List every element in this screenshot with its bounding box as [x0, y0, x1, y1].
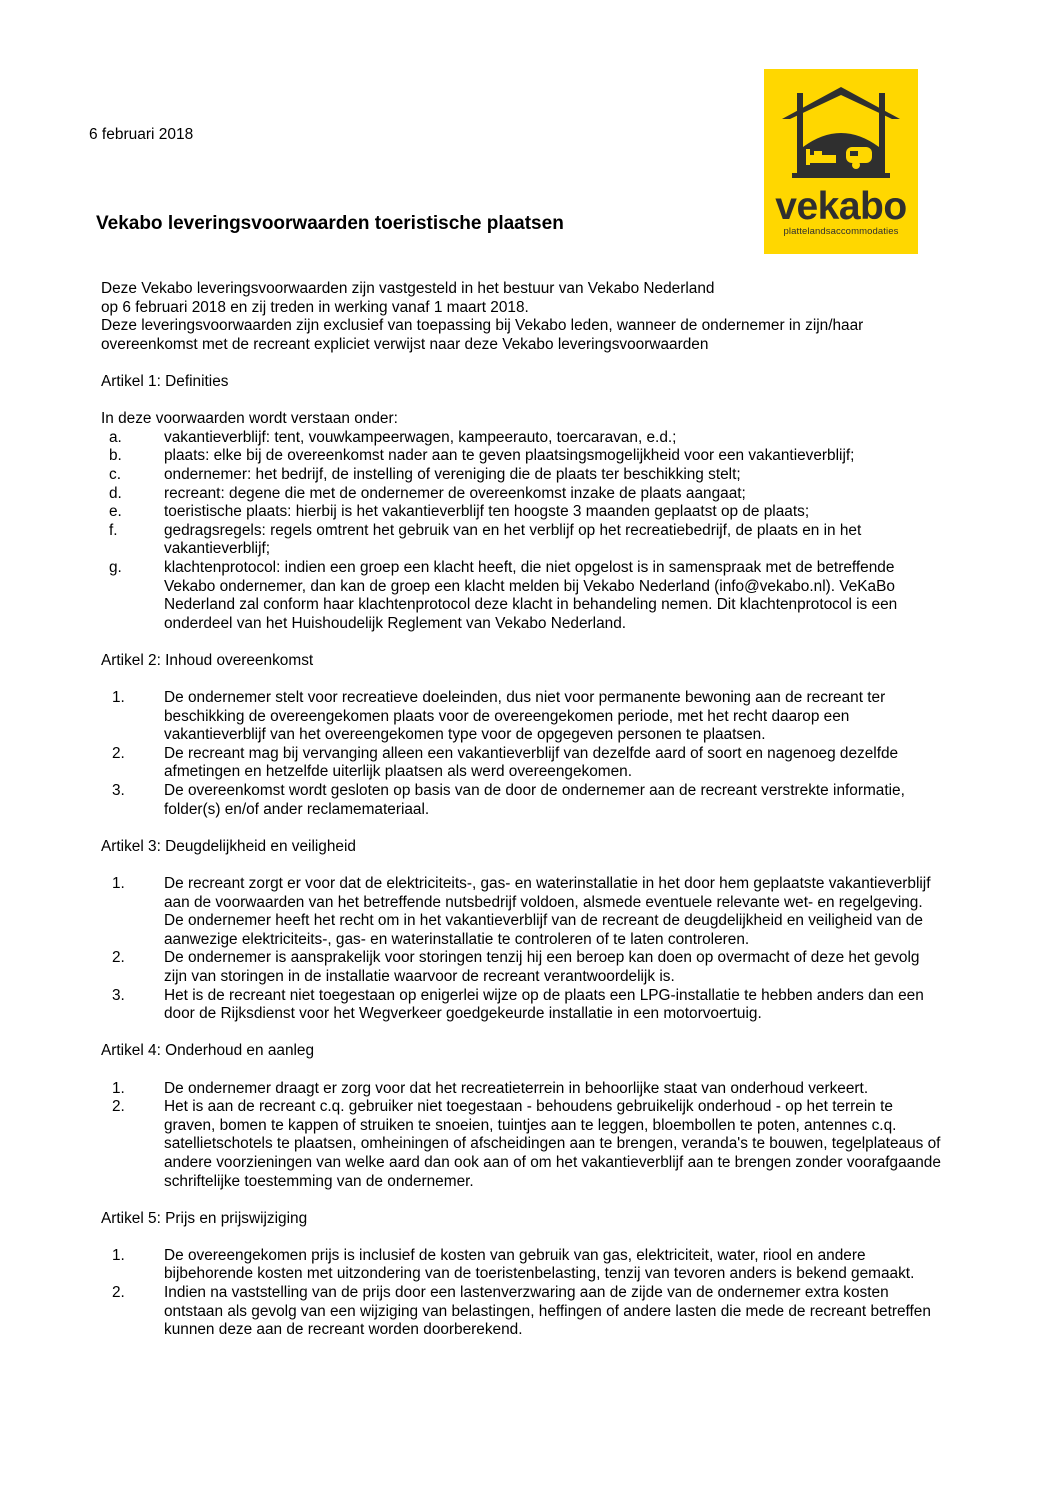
list-item: [101, 429, 941, 448]
list-text: recreant: degene die met de ondernemer de overeenkomst inzake de plaats aangaat;: [164, 484, 746, 502]
list-marker: 1.: [112, 1079, 125, 1097]
list-text: De recreant zorgt er voor dat de elektriciteits-, gas- en waterinstallatie in het door hem geplaatste vakantieverblijf aan de voorwaarden van het betreffende nutsbedrijf voldoen, alsmede eventuele relevante wet- en regelgeving. De ondernemer heeft het recht om in het vakantieverblijf van de recreant de deugdelijkheid en veiligheid van de aanwezige elektriciteits-, gas- en waterinstallatie te controleren of te laten controleren.: [164, 875, 931, 948]
article-4-list: [101, 1080, 941, 1192]
list-text: Het is aan de recreant c.q. gebruiker niet toegestaan - behoudens gebruikelijk onderhoud - op het terrein te graven, bomen te kappen of struiken te snoeien, tuintjes aan te leggen, bloembollen te poten, antennes c.q. satellietschotels te plaatsen, omheiningen of afscheidingen aan te brengen, veranda's te bouwen, tegelplateaus of andere voorzieningen van welke aard dan ook aan of om het vakantieverblijf aan te brengen zonder voorafgaande schriftelijke toestemming van de ondernemer.: [164, 1098, 941, 1190]
article-1-heading: Artikel 1: Definities: [101, 372, 229, 390]
house-bed-caravan-icon: [764, 69, 918, 199]
list-marker: 1.: [112, 1246, 125, 1264]
list-marker: g.: [109, 558, 122, 576]
intro-line: Deze leveringsvoorwaarden zijn exclusief van toepassing bij Vekabo leden, wanneer de ondernemer in zijn/haar: [101, 317, 864, 335]
list-marker: c.: [109, 465, 121, 483]
list-item: [101, 1098, 941, 1191]
list-marker: a.: [109, 428, 122, 446]
list-marker: 2.: [112, 1284, 125, 1302]
list-marker: b.: [109, 447, 122, 465]
list-item: [101, 987, 941, 1024]
list-item: [101, 522, 941, 559]
logo-subtitle: plattelandsaccommodaties: [783, 226, 899, 237]
list-item: [101, 447, 941, 466]
list-marker: d.: [109, 484, 122, 502]
list-marker: 1.: [112, 689, 125, 707]
document-date: 6 februari 2018: [89, 126, 194, 143]
list-marker: 3.: [112, 782, 125, 800]
article-4-heading: Artikel 4: Onderhoud en aanleg: [101, 1042, 315, 1060]
list-item: [101, 875, 941, 949]
intro-paragraph: [101, 280, 941, 354]
list-item: [101, 1284, 941, 1340]
list-item: [101, 689, 941, 745]
list-item: [101, 485, 941, 504]
list-text: toeristische plaats: hierbij is het vakantieverblijf ten hoogste 3 maanden geplaatst op de plaats;: [164, 503, 810, 521]
list-item: [101, 949, 941, 986]
document-body: [101, 280, 941, 1358]
list-text: De overeenkomst wordt gesloten op basis van de door de ondernemer aan de recreant verstrekte informatie, folder(s) en/of ander reclamemateriaal.: [164, 782, 905, 818]
list-text: De ondernemer draagt er zorg voor dat het recreatieterrein in behoorlijke staat van onderhoud verkeert.: [164, 1079, 869, 1097]
vekabo-logo: [764, 69, 918, 254]
list-text: Indien na vaststelling van de prijs door een lastenverzwaring aan de zijde van de ondernemer extra kosten ontstaan als gevolg van een wijziging van belastingen, heffingen of andere lasten die mede de recreant betreffen kunnen deze aan de recreant worden doorberekend.: [164, 1284, 931, 1339]
list-text: Het is de recreant niet toegestaan op enigerlei wijze op de plaats een LPG-installatie te hebben anders dan een door de Rijksdienst voor het Wegverkeer goedgekeurde installatie in een motorvoertuig.: [164, 986, 924, 1023]
list-marker: e.: [109, 503, 122, 521]
list-item: [101, 503, 941, 522]
logo-wordmark: vekabo: [775, 185, 907, 228]
list-marker: 1.: [112, 875, 125, 892]
list-marker: 2.: [112, 1098, 125, 1116]
intro-line: op 6 februari 2018 en zij treden in werking vanaf 1 maart 2018.: [101, 298, 529, 316]
list-item: [101, 1247, 941, 1284]
list-text: De ondernemer stelt voor recreatieve doeleinden, dus niet voor permanente bewoning aan de recreant ter beschikking de overeengekomen plaats voor de overeengekomen periode, met het recht daarop een vakantieverblijf van het overeengekomen type voor de opgegeven personen te plaatsen.: [164, 689, 886, 744]
list-item: [101, 782, 941, 819]
list-marker: 2.: [112, 744, 125, 762]
list-item: [101, 1080, 941, 1099]
article-3-heading: Artikel 3: Deugdelijkheid en veiligheid: [101, 837, 356, 855]
list-text: De recreant mag bij vervanging alleen een vakantieverblijf van dezelfde aard of soort en nagenoeg dezelfde afmetingen en hetzelfde uiterlijk plaatsen als werd overeengekomen.: [164, 744, 899, 781]
list-item: [101, 466, 941, 485]
article-2-list: [101, 689, 941, 819]
list-text: gedragsregels: regels omtrent het gebruik van en het verblijf op het recreatiebedrijf, de plaats en in het vakantieverblijf;: [164, 521, 862, 558]
article-3-list: [101, 875, 941, 1024]
article-5-heading: Artikel 5: Prijs en prijswijziging: [101, 1209, 308, 1227]
list-marker: 2.: [112, 949, 125, 967]
list-text: De ondernemer is aansprakelijk voor storingen tenzij hij een beroep kan doen op overmacht of deze het gevolg zijn van storingen in de installatie waarvoor de recreant verantwoordelijk is.: [164, 949, 920, 985]
list-text: klachtenprotocol: indien een groep een klacht heeft, die niet opgelost is in samenspraak met de betreffende Vekabo ondernemer, dan kan de groep een klacht melden bij Vekabo Nederland (info@vekabo.nl). VeKaBo Nederland zal conform haar klachtenprotocol deze klacht in behandeling nemen. Dit klachtenprotocol is een onderdeel van het Huishoudelijk Reglement van Vekabo Nederland.: [164, 558, 898, 632]
list-text: plaats: elke bij de overeenkomst nader aan te geven plaatsingsmogelijkheid voor een vakantieverblijf;: [164, 447, 855, 465]
intro-line: Deze Vekabo leveringsvoorwaarden zijn vastgesteld in het bestuur van Vekabo Nederland: [101, 280, 715, 297]
list-text: De overeengekomen prijs is inclusief de kosten van gebruik van gas, elektriciteit, water, riool en andere bijbehorende kosten met uitzondering van de toeristenbelasting, tenzij van tevoren anders is bekend gemaakt.: [164, 1246, 915, 1283]
article-5-list: [101, 1247, 941, 1340]
article-2-heading: Artikel 2: Inhoud overeenkomst: [101, 651, 314, 669]
article-1-lead: In deze voorwaarden wordt verstaan onder:: [101, 410, 398, 428]
list-marker: 3.: [112, 986, 125, 1004]
intro-line: overeenkomst met de recreant expliciet verwijst naar deze Vekabo leveringsvoorwaarden: [101, 335, 709, 353]
list-text: ondernemer: het bedrijf, de instelling of vereniging die de plaats ter beschikking stelt;: [164, 465, 741, 483]
list-item: [101, 745, 941, 782]
list-marker: f.: [109, 521, 118, 539]
definitions-list: [101, 429, 941, 634]
list-text: vakantieverblijf: tent, vouwkampeerwagen, kampeerauto, toercaravan, e.d.;: [164, 428, 677, 446]
document-title: Vekabo leveringsvoorwaarden toeristische plaatsen: [96, 213, 564, 234]
list-item: [101, 559, 941, 633]
